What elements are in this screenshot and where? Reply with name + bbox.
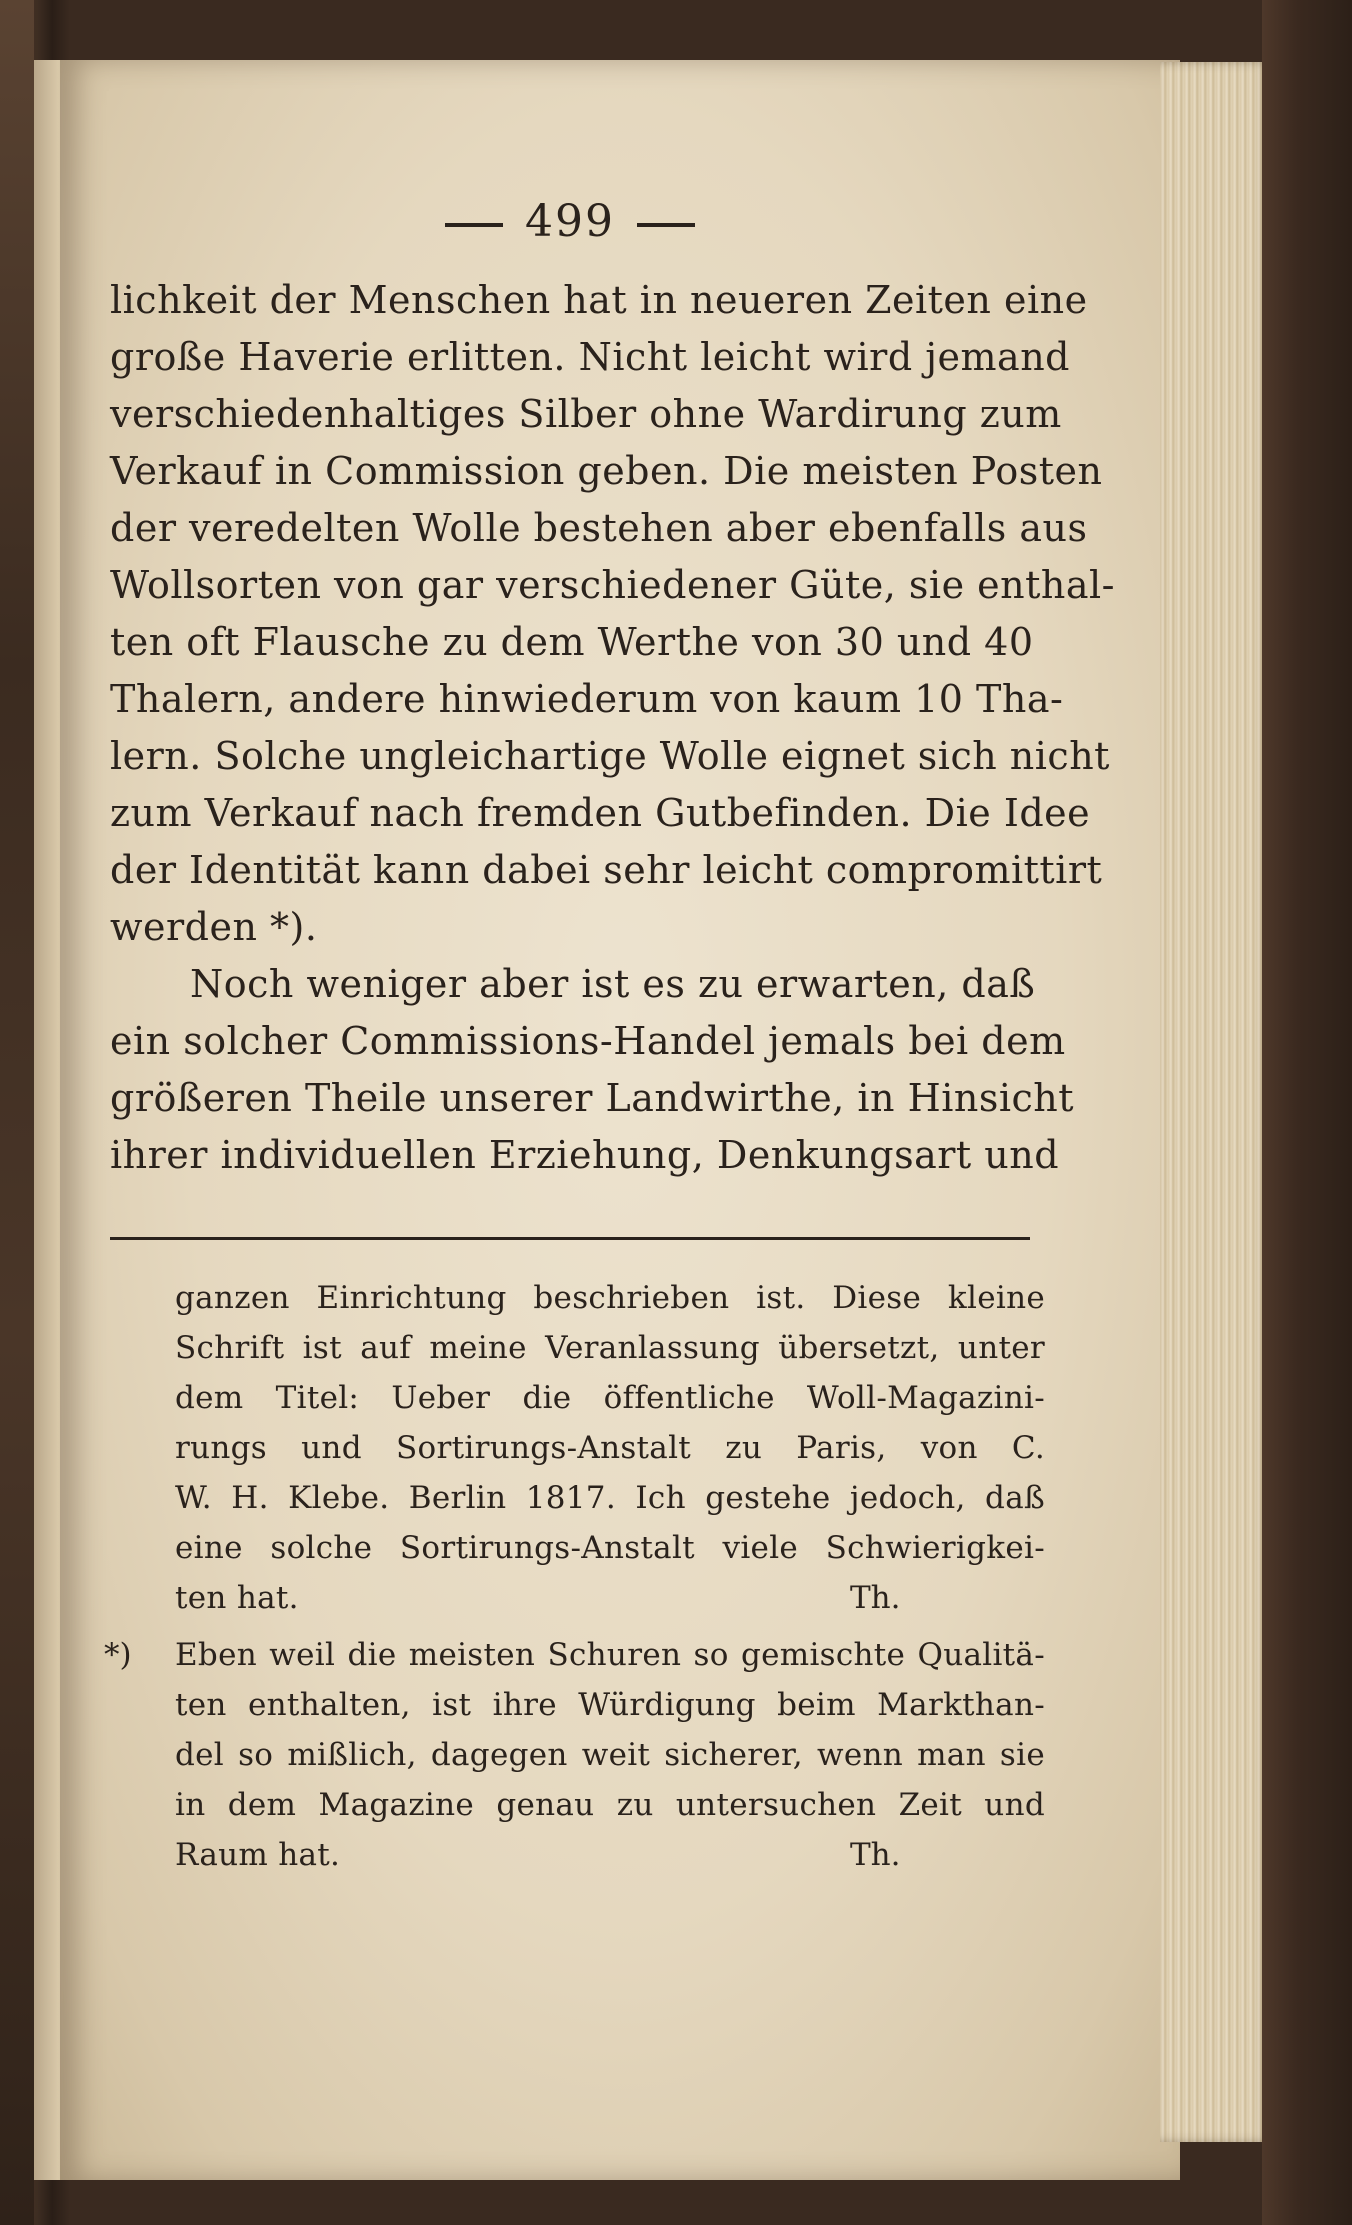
- footnote-signature: Th.: [850, 1837, 901, 1873]
- footnote-line: ten enthalten, ist ihre Würdigung beim Markthan-: [175, 1687, 1045, 1723]
- footnote-line: ten hat.: [175, 1580, 299, 1616]
- body-line: Noch weniger aber ist es zu erwarten, daß: [190, 962, 1036, 1006]
- body-line: werden *).: [110, 905, 318, 949]
- footnote-line: ganzen Einrichtung beschrieben ist. Diese kleine: [175, 1280, 1045, 1316]
- body-line: lichkeit der Menschen hat in neueren Zeiten eine: [110, 278, 1088, 322]
- footnote-line: W. H. Klebe. Berlin 1817. Ich gestehe jedoch, daß: [175, 1480, 1045, 1516]
- body-line: ein solcher Commissions-Handel jemals bei dem: [110, 1019, 1066, 1063]
- page-stack-edges: [1160, 62, 1270, 2142]
- page-header: [110, 196, 1030, 247]
- footnote-signature: Th.: [850, 1580, 901, 1616]
- body-line: der Identität kann dabei sehr leicht compromittirt: [110, 848, 1103, 892]
- header-dash-left: [445, 223, 503, 227]
- body-line: ten oft Flausche zu dem Werthe von 30 und 40: [110, 620, 1034, 664]
- body-line: der veredelten Wolle bestehen aber ebenfalls aus: [110, 506, 1088, 550]
- body-line: größeren Theile unserer Landwirthe, in Hinsicht: [110, 1076, 1075, 1120]
- header-dash-right: [637, 223, 695, 227]
- book-cover-left: [0, 0, 34, 2225]
- footnote-star-marker: *): [104, 1637, 132, 1673]
- footnote-line: rungs und Sortirungs-Anstalt zu Paris, von C.: [175, 1430, 1045, 1466]
- footnote-line: Eben weil die meisten Schuren so gemischte Qualitä-: [175, 1637, 1045, 1673]
- body-line: große Haverie erlitten. Nicht leicht wird jemand: [110, 335, 1070, 379]
- footnote-line: Schrift ist auf meine Veranlassung übersetzt, unter: [175, 1330, 1045, 1366]
- footnote-line: del so mißlich, dagegen weit sicherer, wenn man sie: [175, 1737, 1045, 1773]
- body-line: Wollsorten von gar verschiedener Güte, sie enthal-: [110, 563, 1116, 607]
- footnote-line: dem Titel: Ueber die öffentliche Woll-Magazini-: [175, 1380, 1045, 1416]
- footnote-line: in dem Magazine genau zu untersuchen Zeit und: [175, 1787, 1045, 1823]
- body-line: lern. Solche ungleichartige Wolle eignet sich nicht: [110, 734, 1110, 778]
- page-number: 499: [525, 196, 615, 247]
- body-line: verschiedenhaltiges Silber ohne Wardirung zum: [110, 392, 1062, 436]
- footnote-line: Raum hat.: [175, 1837, 341, 1873]
- book-cover-right: [1262, 0, 1352, 2225]
- footnote-rule: [110, 1237, 1030, 1240]
- body-line: Verkauf in Commission geben. Die meisten Posten: [110, 449, 1103, 493]
- body-line: Thalern, andere hinwiederum von kaum 10 Tha-: [110, 677, 1064, 721]
- footnote-line: eine solche Sortirungs-Anstalt viele Schwierigkei-: [175, 1530, 1045, 1566]
- body-line: zum Verkauf nach fremden Gutbefinden. Die Idee: [110, 791, 1091, 835]
- body-line: ihrer individuellen Erziehung, Denkungsart und: [110, 1133, 1060, 1177]
